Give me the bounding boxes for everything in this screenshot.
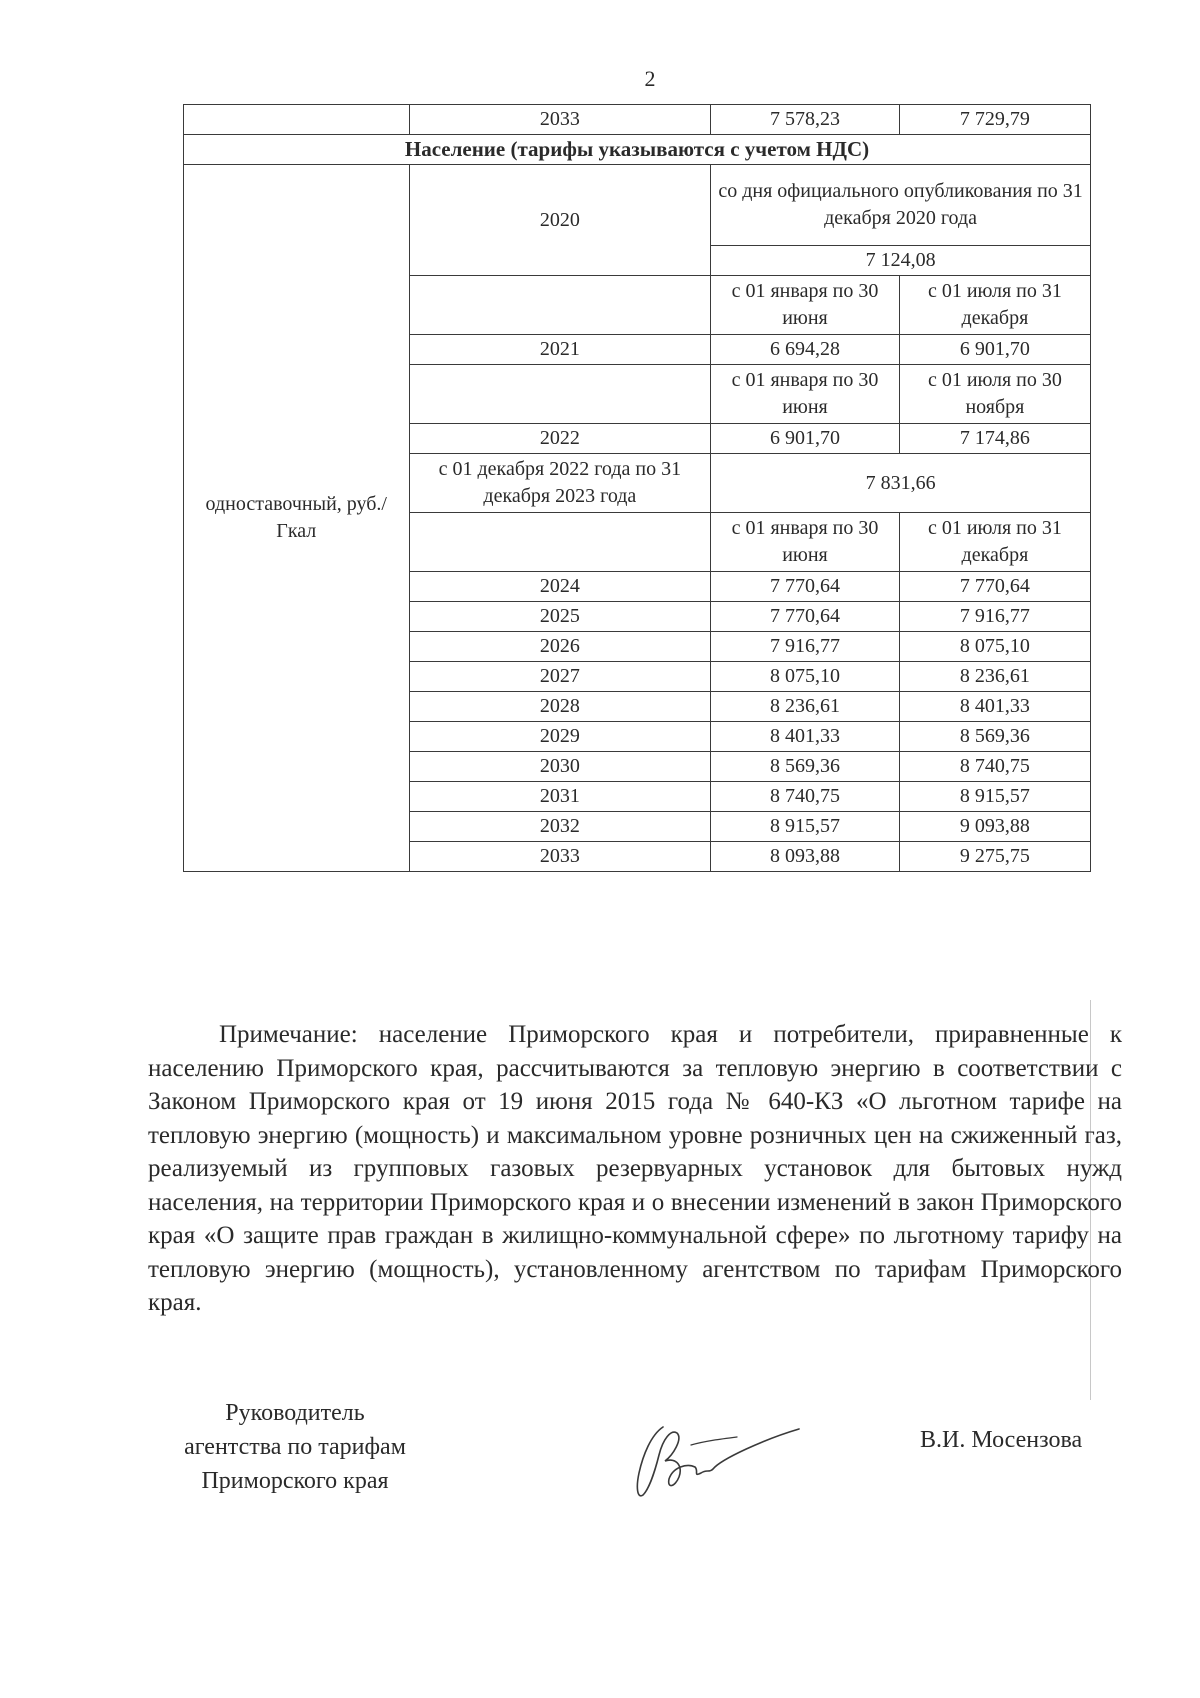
year-cell: 2028	[409, 692, 711, 722]
signatory-title	[140, 1396, 450, 1498]
value-cell: 7 770,64	[899, 572, 1090, 602]
year-cell: 2021	[409, 335, 711, 365]
value-cell: 8 569,36	[711, 752, 900, 782]
value-cell: 7 916,77	[711, 632, 900, 662]
table-cell-empty	[409, 365, 711, 424]
table-row	[184, 165, 1091, 246]
table-cell-empty	[409, 276, 711, 335]
value-cell: 8 569,36	[899, 722, 1090, 752]
period-header-cell: с 01 июля по 31 декабря	[899, 513, 1090, 572]
tariff-table	[183, 104, 1091, 872]
value-cell: 7 770,64	[711, 572, 900, 602]
period-header-cell: с 01 января по 30 июня	[711, 365, 900, 424]
table-section-row	[184, 135, 1091, 165]
period-header-cell: с 01 января по 30 июня	[711, 513, 900, 572]
period-header-cell: с 01 января по 30 июня	[711, 276, 900, 335]
value-cell: 8 740,75	[711, 782, 900, 812]
value-cell: 8 236,61	[899, 662, 1090, 692]
table-row	[184, 105, 1091, 135]
value-cell: 8 236,61	[711, 692, 900, 722]
value-cell: 6 694,28	[711, 335, 900, 365]
value-cell: 8 401,33	[711, 722, 900, 752]
signatory-line: агентства по тарифам	[184, 1434, 406, 1460]
year-cell: 2024	[409, 572, 711, 602]
value-cell: 7 729,79	[899, 105, 1090, 135]
period-header-cell: с 01 июля по 31 декабря	[899, 276, 1090, 335]
year-cell: 2032	[409, 812, 711, 842]
table-cell-empty	[184, 105, 410, 135]
value-cell: 8 915,57	[899, 782, 1090, 812]
signatory-name: В.И. Мосензова	[920, 1427, 1083, 1453]
year-cell: 2020	[409, 165, 711, 276]
value-cell: 6 901,70	[711, 424, 900, 454]
value-cell: 6 901,70	[899, 335, 1090, 365]
handwritten-signature	[625, 1415, 800, 1505]
year-cell: 2030	[409, 752, 711, 782]
year-cell: 2027	[409, 662, 711, 692]
value-cell: 7 831,66	[711, 454, 1091, 513]
note-paragraph: Примечание: население Приморского края и потребители, приравненные к населению Приморского края, рассчитываются за тепловую энергию в соответствии с Законом Приморского края от 19 июня 2015 года № 640-КЗ «О льготном тарифе на тепловую энергию (мощность) и максимальном уровне розничных цен на сжиженный газ, реализуемый из групповых газовых резервуарных установок для бытовых нужд населения, на территории Приморского края и о внесении изменений в закон Приморского края «О защите прав граждан в жилищно-коммунальной сфере» по льготному тарифу на тепловую энергию (мощность), установленному агентством по тарифам Приморского края.	[148, 1021, 1122, 1316]
year-cell: 2029	[409, 722, 711, 752]
year-cell: 2033	[409, 842, 711, 872]
year-cell: 2026	[409, 632, 711, 662]
value-cell: 8 075,10	[711, 662, 900, 692]
value-cell: 7 578,23	[711, 105, 900, 135]
period-header-cell: с 01 декабря 2022 года по 31 декабря 2023 года	[409, 454, 711, 513]
value-cell: 8 740,75	[899, 752, 1090, 782]
tariff-type-cell: одноставочный, руб./Гкал	[184, 165, 410, 872]
period-header-cell: со дня официального опубликования по 31 декабря 2020 года	[711, 165, 1091, 246]
value-cell: 8 093,88	[711, 842, 900, 872]
table-cell-empty	[409, 513, 711, 572]
year-cell: 2022	[409, 424, 711, 454]
signatory-line: Руководитель	[225, 1400, 365, 1426]
year-cell: 2033	[409, 105, 711, 135]
value-cell: 9 275,75	[899, 842, 1090, 872]
section-title: Население (тарифы указываются с учетом НДС)	[184, 135, 1091, 165]
value-cell: 8 915,57	[711, 812, 900, 842]
value-cell: 8 401,33	[899, 692, 1090, 722]
value-cell: 7 770,64	[711, 602, 900, 632]
year-cell: 2031	[409, 782, 711, 812]
value-cell: 9 093,88	[899, 812, 1090, 842]
period-header-cell: с 01 июля по 30 ноября	[899, 365, 1090, 424]
signatory-line: Приморского края	[201, 1468, 389, 1494]
value-cell: 8 075,10	[899, 632, 1090, 662]
value-cell: 7 124,08	[711, 246, 1091, 276]
year-cell: 2025	[409, 602, 711, 632]
value-cell: 7 174,86	[899, 424, 1090, 454]
value-cell: 7 916,77	[899, 602, 1090, 632]
page-number: 2	[644, 66, 656, 91]
